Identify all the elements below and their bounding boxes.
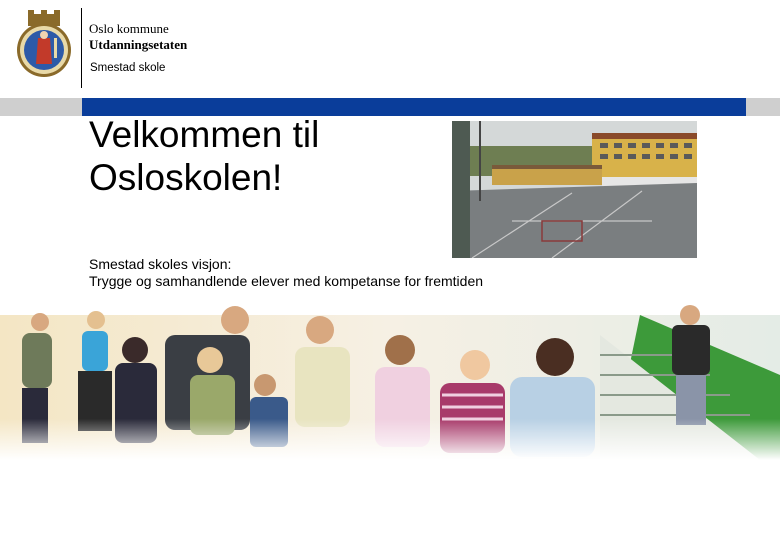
title-line-1: Velkommen til	[89, 114, 320, 155]
title-line-2: Osloskolen!	[89, 157, 283, 198]
vision-text: Trygge og samhandlende elever med kompetanse for fremtiden	[89, 273, 484, 289]
org-name-block	[89, 21, 187, 53]
school-building-photo	[452, 121, 697, 258]
oslo-coat-of-arms-icon	[14, 8, 74, 80]
vision-heading: Smestad skoles visjon:	[89, 256, 232, 272]
page-title	[89, 113, 319, 199]
students-collage-photo	[0, 295, 780, 460]
department-name: Utdanningsetaten	[89, 37, 188, 52]
header-divider	[81, 8, 82, 88]
school-name: Smestad skole	[90, 62, 166, 74]
vision-block	[89, 256, 483, 290]
org-name: Oslo kommune	[89, 21, 169, 36]
